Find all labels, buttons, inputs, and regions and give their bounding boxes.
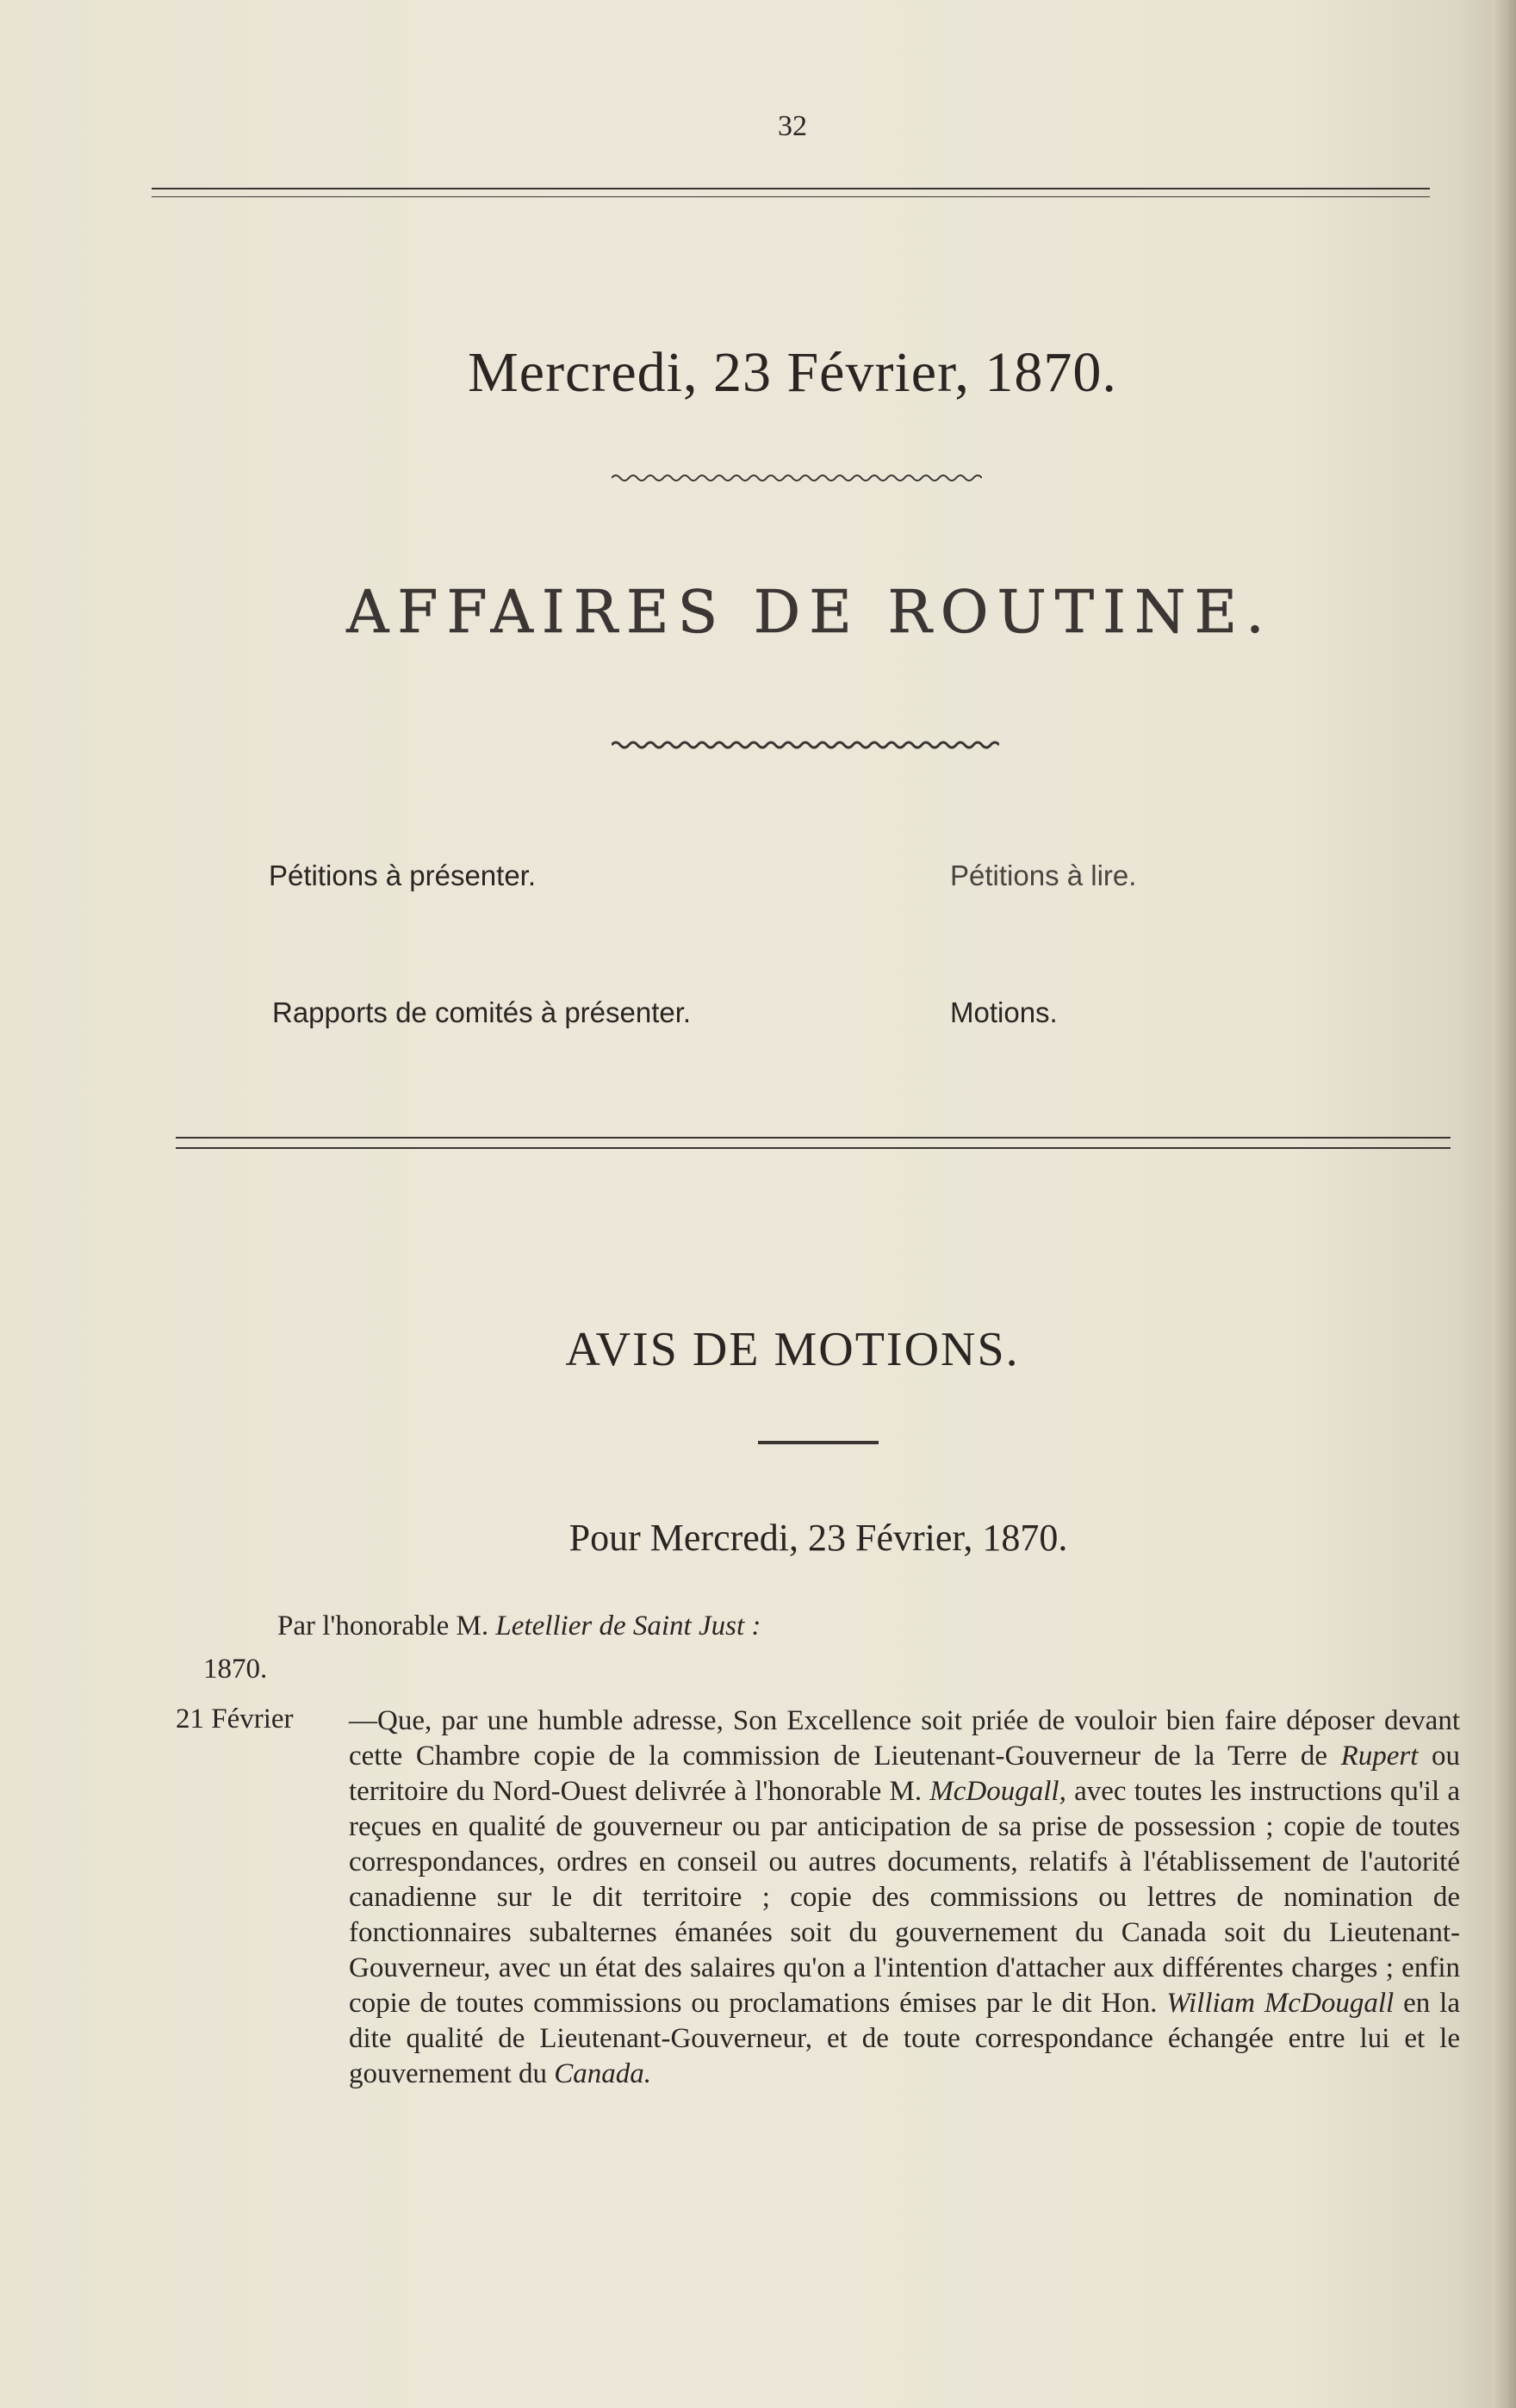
top-rule (152, 188, 1430, 189)
motion-canada: Canada. (554, 2058, 652, 2089)
notice-date: Pour Mercredi, 23 Février, 1870. (568, 1517, 1068, 1559)
motion-mcdougall: McDougall, (929, 1776, 1066, 1807)
motion-rupert: Rupert (1340, 1741, 1419, 1772)
year-label: 1870. (203, 1654, 268, 1685)
motion-date: 21 Février (176, 1704, 294, 1735)
routine-item-petitions-present: Pétitions à présenter. (269, 860, 537, 891)
routine-heading: AFFAIRES DE ROUTINE. (346, 579, 1273, 647)
motion-text-part4: en la dite qualité de Lieutenant-Gouverneur, et de toute correspondance échangée entre lui et le gouvernement du (349, 1988, 1461, 2089)
notices-heading: AVIS DE MOTIONS. (565, 1323, 1020, 1376)
motion-william: William McDougall (1166, 1988, 1395, 2019)
mover-name: Letellier de Saint Just : (495, 1611, 761, 1642)
motion-text-part3: avec toutes les instructions qu'il a reçues en qualité de gouverneur ou par anticipation de sa prise de possession ; copie de toutes correspondances, ordres en conseil ou autres documents, relatifs à l'établissement de l'autorité canadienne sur le dit territoire ; copie des commissions ou lettres de nomination de fonctionnaires subalternes émanées soit du gouvernement du Canada soit du Lieutenant-Gouverneur, avec un état des salaires qu'on a l'intention d'attacher aux différentes charges ; enfin copie de toutes commissions ou proclamations émises par le dit Hon. (349, 1776, 1460, 2019)
wavy-ornament (612, 469, 982, 487)
top-rule-thin (152, 196, 1430, 197)
routine-item-committee-reports: Rapports de comités à présenter. (272, 996, 692, 1028)
page-number: 32 (778, 110, 807, 142)
routine-item-petitions-read: Pétitions à lire. (950, 860, 1137, 891)
middle-rule (176, 1137, 1451, 1139)
mover-line (277, 1611, 761, 1642)
motion-text (349, 1704, 1460, 2092)
short-rule (758, 1441, 879, 1444)
middle-rule-thin (176, 1147, 1451, 1149)
wavy-ornament (612, 736, 999, 754)
motion-text-part2: ou territoire du Nord-Ouest delivrée à l'honorable M. (349, 1741, 1460, 1807)
routine-item-motions: Motions. (950, 996, 1058, 1028)
page-title: Mercredi, 23 Février, 1870. (468, 341, 1117, 404)
motion-text-part1: —Que, par une humble adresse, Son Excellence soit priée de vouloir bien faire déposer devant cette Chambre copie de la commission de Lieutenant-Gouverneur de la Terre de (349, 1705, 1460, 1772)
mover-prefix: Par l'honorable M. (277, 1611, 489, 1642)
